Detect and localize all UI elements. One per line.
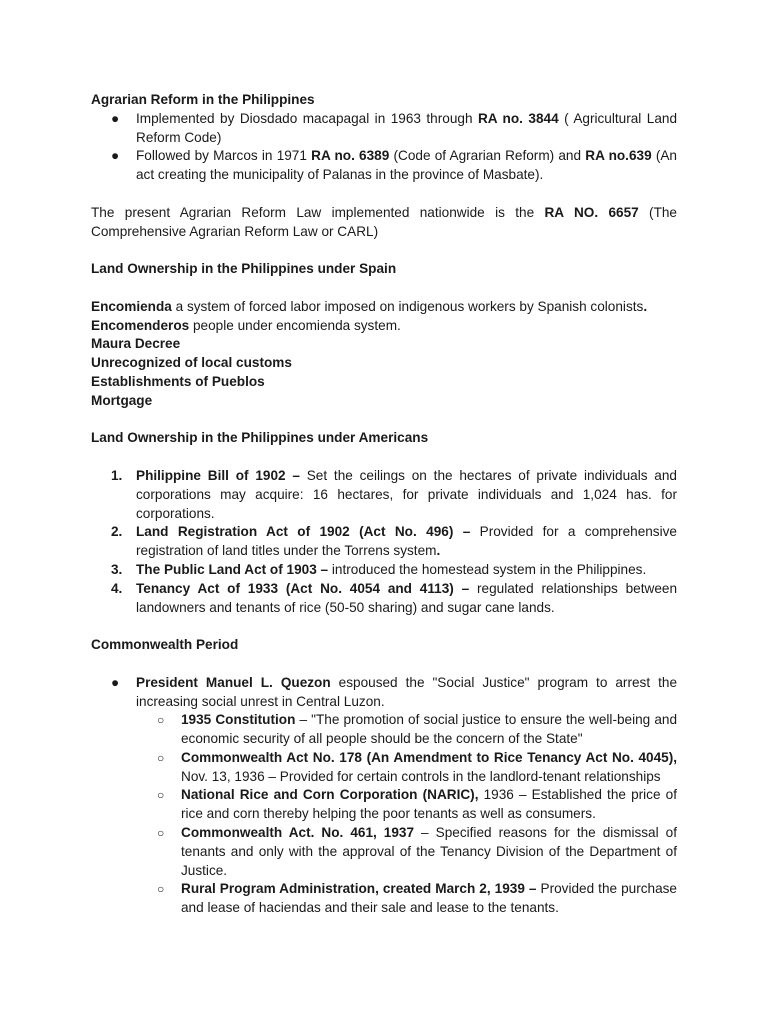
bold-text: RA no.639 [585, 148, 652, 164]
list-item [91, 674, 677, 712]
text: introduced the homestead system in the Philippines. [328, 561, 647, 577]
list-number: 2. [111, 524, 123, 540]
list-item [91, 561, 677, 580]
sub-list-item [91, 749, 677, 787]
text: Nov. 13, 1936 – Provided for certain controls in the landlord-tenant relationships [181, 768, 661, 784]
text: Followed by Marcos in 1971 [136, 148, 312, 164]
bullet-icon: ● [111, 110, 120, 126]
text: ( Agricultural Land Reform Code) [136, 110, 678, 145]
text: – "The promotion of social justice to ensure the well-being and economic security of all people should be the concern of the State" [181, 712, 678, 747]
line-mortgage: Mortgage [91, 392, 153, 408]
sub-list-item [91, 711, 677, 749]
americans-list [91, 467, 677, 617]
line-pueblos: Establishments of Pueblos [91, 373, 265, 389]
text: Set the ceilings on the hectares of private individuals and corporations may acquire: 16 hectares, for private individuals and 1,024 has. for corporations. [136, 467, 677, 521]
line-unrecognized: Unrecognized of local customs [91, 355, 292, 371]
bold-text: Tenancy Act of 1933 (Act No. 4054 and 4113) – [136, 580, 470, 596]
bold-text: Commonwealth Act. No. 461, 1937 [181, 825, 415, 841]
bold-text: Philippine Bill of 1902 – [136, 467, 300, 483]
bold-text: Encomienda [91, 298, 172, 314]
list-number: 1. [111, 467, 123, 483]
section-heading-spain: Land Ownership in the Philippines under Spain [91, 261, 397, 277]
list-number: 3. [111, 561, 123, 577]
commonwealth-sublist [91, 711, 677, 918]
list-item [91, 523, 677, 561]
text: Provided for a comprehensive registration of land titles under the Torrens system [136, 524, 677, 559]
bold-text: RA no. 6389 [311, 148, 390, 164]
line-encomenderos [91, 317, 677, 336]
section-heading-agrarian-reform: Agrarian Reform in the Philippines [91, 92, 315, 107]
line-maura-decree: Maura Decree [91, 336, 181, 352]
bold-text: Rural Program Administration, created March 2, 1939 – [181, 881, 537, 897]
bold-text: Land Registration Act of 1902 (Act No. 496) – [136, 524, 471, 540]
bold-text: Encomenderos [91, 317, 190, 333]
commonwealth-list [91, 674, 677, 712]
section-heading-americans: Land Ownership in the Philippines under Americans [91, 430, 429, 446]
bold-text: RA no. 3844 [477, 110, 559, 126]
list-item [91, 110, 677, 148]
text: people under encomienda system. [189, 317, 401, 333]
list-item [91, 580, 677, 618]
bold-text: . [643, 298, 648, 314]
bullet-icon: ● [111, 148, 120, 164]
sub-list-item [91, 786, 677, 824]
text: (An act creating the municipality of Palanas in the province of Masbate). [136, 148, 677, 183]
sub-list-item [91, 824, 677, 880]
text: Provided the purchase and lease of haciendas and their sale and lease to the tenants. [181, 881, 677, 916]
text: (Code of Agrarian Reform) and [389, 148, 586, 164]
sub-list-item [91, 880, 677, 918]
list-item [91, 147, 677, 185]
circle-bullet-icon: ○ [157, 713, 165, 728]
bold-text: RA NO. 6657 [544, 204, 639, 220]
circle-bullet-icon: ○ [157, 882, 165, 897]
text: espoused the "Social Justice" program to arrest the increasing social unrest in Central Luzon. [136, 674, 678, 709]
text: (The Comprehensive Agrarian Reform Law or CARL) [91, 204, 677, 239]
section-heading-commonwealth: Commonwealth Period [91, 637, 239, 653]
circle-bullet-icon: ○ [157, 826, 165, 841]
paragraph-carl [91, 204, 677, 242]
text: Implemented by Diosdado macapagal in 1963 through [136, 110, 478, 126]
bold-text: . [436, 543, 441, 559]
bold-text: National Rice and Corn Corporation (NARIC), [181, 787, 479, 803]
bullet-icon: ● [111, 674, 120, 690]
line-encomienda [91, 298, 677, 317]
text: 1936 – Established the price of rice and corn thereby helping the poor tenants as well as consumers. [181, 787, 677, 822]
bold-text: Commonwealth Act No. 178 (An Amendment to Rice Tenancy Act No. 4045), [181, 749, 677, 765]
text: a system of forced labor imposed on indigenous workers by Spanish colonists [171, 298, 644, 314]
list-number: 4. [111, 580, 123, 596]
circle-bullet-icon: ○ [157, 750, 165, 765]
text: The present Agrarian Reform Law implemented nationwide is the [91, 204, 545, 220]
circle-bullet-icon: ○ [157, 788, 165, 803]
text: – Specified reasons for the dismissal of tenants and only with the approval of the Tenancy Division of the Department of Justice. [181, 825, 677, 878]
bold-text: The Public Land Act of 1903 – [136, 561, 329, 577]
bold-text: 1935 Constitution [181, 712, 296, 728]
bold-text: President Manuel L. Quezon [136, 674, 331, 690]
list-item [91, 467, 677, 523]
agrarian-reform-list [91, 110, 677, 185]
text: regulated relationships between landowners and tenants of rice (50-50 sharing) and sugar cane lands. [136, 580, 678, 615]
